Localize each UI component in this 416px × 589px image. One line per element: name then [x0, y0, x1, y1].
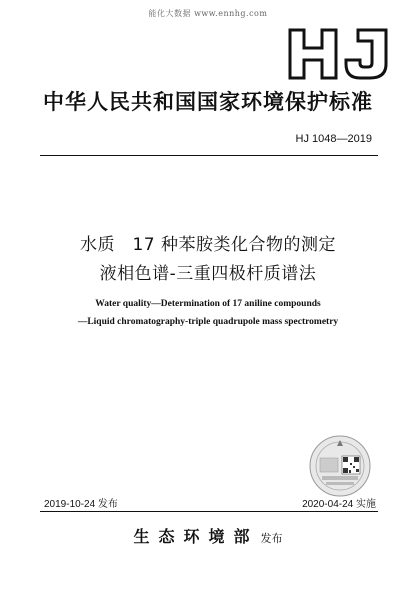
hj-logo-icon	[284, 26, 394, 82]
watermark-text: 能化大数据 www.ennhg.com	[148, 9, 268, 18]
chinese-title-line-2: 液相色谱-三重四极杆质谱法	[99, 264, 317, 284]
standard-title: 中华人民共和国国家环境保护标准	[43, 90, 373, 114]
chinese-title-line-1: 水质 17 种苯胺类化合物的测定	[79, 235, 337, 255]
english-title-line-1: Water quality—Determination of 17 aniline compounds	[95, 299, 321, 309]
issuer-line	[0, 524, 416, 547]
implementation-date: 2020-04-24 实施	[302, 499, 376, 510]
issuer-organization: 生态环境部	[133, 527, 259, 546]
seal-icon	[308, 434, 372, 498]
top-divider	[40, 155, 378, 156]
standard-code: HJ 1048—2019	[295, 133, 372, 145]
english-title-line-2: —Liquid chromatography-triple quadrupole mass spectrometry	[77, 317, 339, 327]
hj-logo	[284, 26, 394, 82]
bottom-divider	[40, 511, 378, 512]
issue-date: 2019-10-24 发布	[44, 499, 118, 510]
anti-counterfeit-seal	[308, 434, 372, 498]
issuer-action: 发布	[260, 532, 283, 545]
